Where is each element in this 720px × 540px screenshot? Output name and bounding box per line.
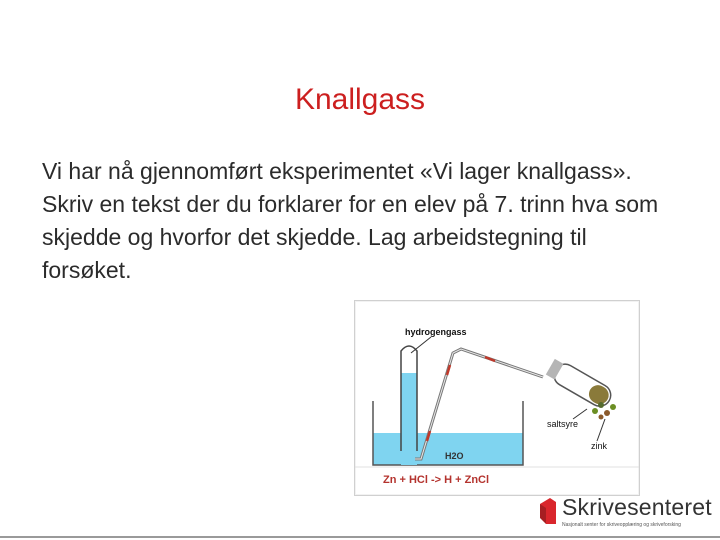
collection-tube-gas — [401, 347, 417, 373]
reaction-tube — [545, 357, 615, 410]
logo-wordmark: Skrivesenteret — [562, 494, 712, 520]
reaction-equation: Zn + HCl -> H + ZnCl — [383, 474, 490, 486]
pointer-zinc — [597, 419, 605, 441]
pointer-acid — [573, 409, 587, 419]
experiment-figure — [354, 300, 640, 496]
slide-body-text: Vi har nå gjennomført eksperimentet «Vi lager knallgass». Skriv en tekst der du forklarer for en elev på 7. trinn hva som skjedde og hvorfor det skjedde. Lag arbeidstegning til forsøket. — [42, 158, 659, 283]
slide-title: Knallgass — [294, 83, 426, 116]
label-water: H2O — [445, 451, 464, 461]
zinc-particle — [598, 402, 604, 408]
bottom-rule — [0, 536, 720, 538]
zinc-particle — [610, 404, 616, 410]
label-hydrogen: hydrogengass — [405, 327, 467, 337]
zinc-particle — [592, 408, 598, 414]
logo-mark-icon — [538, 496, 558, 526]
experiment-drawing — [355, 301, 639, 495]
skrivesenteret-logo — [538, 494, 718, 534]
collection-tube-water — [401, 371, 417, 465]
zinc-particle — [599, 415, 604, 420]
logo-tagline: Nasjonalt senter for skriveopplæring og skriveforsking — [562, 522, 681, 528]
zinc-particle — [604, 410, 610, 416]
label-zinc: zink — [591, 441, 608, 451]
label-acid: saltsyre — [547, 419, 579, 429]
pointer-hydrogen — [411, 337, 431, 353]
